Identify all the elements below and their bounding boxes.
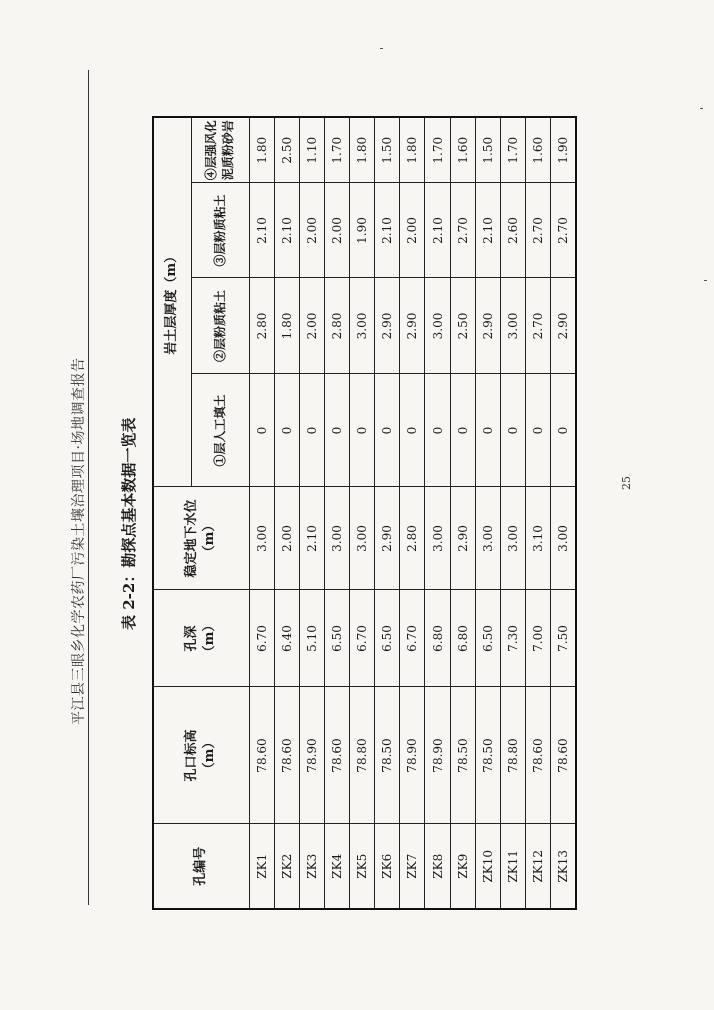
cell-layer1: 0 xyxy=(526,374,551,487)
cell-layer1: 0 xyxy=(299,374,324,487)
cell-layer1: 0 xyxy=(475,374,500,487)
cell-layer1: 0 xyxy=(274,374,299,487)
cell-layer4: 1.50 xyxy=(375,117,400,183)
cell-layer1: 0 xyxy=(425,374,450,487)
cell-hole-id: ZK3 xyxy=(299,824,324,909)
cell-hole-id: ZK8 xyxy=(425,824,450,909)
cell-hole-id: ZK12 xyxy=(526,824,551,909)
header-layer-group: 岩土层厚度（m） xyxy=(153,117,191,487)
cell-layer3: 2.70 xyxy=(526,183,551,278)
cell-layer2: 2.50 xyxy=(450,278,475,374)
cell-elevation: 78.50 xyxy=(475,687,500,824)
header-depth-unit: （m） xyxy=(202,618,218,659)
cell-elevation: 78.60 xyxy=(274,687,299,824)
cell-depth: 7.30 xyxy=(500,590,525,687)
cell-hole-id: ZK13 xyxy=(551,824,576,909)
cell-layer4: 1.60 xyxy=(526,117,551,183)
cell-layer1: 0 xyxy=(375,374,400,487)
borehole-data-table xyxy=(152,116,577,910)
header-layer3: ③层粉质粘土 xyxy=(191,183,249,278)
cell-hole-id: ZK10 xyxy=(475,824,500,909)
cell-elevation: 78.60 xyxy=(551,687,576,824)
cell-layer2: 2.80 xyxy=(249,278,274,374)
cell-layer4: 1.80 xyxy=(350,117,375,183)
page-number: 25 xyxy=(620,476,633,490)
cell-layer1: 0 xyxy=(249,374,274,487)
cell-hole-id: ZK2 xyxy=(274,824,299,909)
cell-layer3: 2.60 xyxy=(500,183,525,278)
table-row xyxy=(350,117,375,909)
cell-depth: 6.70 xyxy=(400,590,425,687)
table-row xyxy=(425,117,450,909)
cell-layer3: 2.10 xyxy=(274,183,299,278)
header-water-level xyxy=(153,487,249,590)
cell-layer2: 2.90 xyxy=(375,278,400,374)
cell-hole-id: ZK1 xyxy=(249,824,274,909)
cell-water-level: 3.00 xyxy=(324,487,349,590)
cell-layer4: 1.80 xyxy=(249,117,274,183)
cell-layer1: 0 xyxy=(324,374,349,487)
cell-elevation: 78.90 xyxy=(299,687,324,824)
header-layer2: ②层粉质粘土 xyxy=(191,278,249,374)
cell-layer1: 0 xyxy=(500,374,525,487)
table-row xyxy=(500,117,525,909)
table-row xyxy=(400,117,425,909)
cell-elevation: 78.50 xyxy=(450,687,475,824)
table-row xyxy=(274,117,299,909)
cell-elevation: 78.60 xyxy=(249,687,274,824)
cell-depth: 6.50 xyxy=(324,590,349,687)
cell-layer3: 2.00 xyxy=(400,183,425,278)
cell-water-level: 2.90 xyxy=(450,487,475,590)
header-water-level-label: 稳定地下水位 xyxy=(184,499,200,578)
cell-water-level: 3.00 xyxy=(475,487,500,590)
table-row xyxy=(551,117,576,909)
cell-layer4: 1.70 xyxy=(500,117,525,183)
cell-layer2: 2.70 xyxy=(526,278,551,374)
header-elevation-label: 孔口标高 xyxy=(184,729,200,782)
cell-hole-id: ZK9 xyxy=(450,824,475,909)
cell-depth: 5.10 xyxy=(299,590,324,687)
cell-depth: 6.70 xyxy=(249,590,274,687)
cell-layer3: 1.90 xyxy=(350,183,375,278)
header-depth-label: 孔深 xyxy=(184,625,200,652)
cell-layer2: 3.00 xyxy=(425,278,450,374)
cell-hole-id: ZK11 xyxy=(500,824,525,909)
cell-layer2: 2.90 xyxy=(400,278,425,374)
cell-layer2: 3.00 xyxy=(500,278,525,374)
table-row xyxy=(450,117,475,909)
cell-layer4: 1.50 xyxy=(475,117,500,183)
cell-hole-id: ZK4 xyxy=(324,824,349,909)
cell-layer4: 1.10 xyxy=(299,117,324,183)
report-header: 平江县三眼乡化学农药厂污染土壤治理项目·场地调查报告 xyxy=(71,357,87,725)
cell-layer3: 2.70 xyxy=(551,183,576,278)
cell-layer1: 0 xyxy=(400,374,425,487)
cell-elevation: 78.80 xyxy=(500,687,525,824)
cell-depth: 6.80 xyxy=(425,590,450,687)
cell-elevation: 78.80 xyxy=(350,687,375,824)
scan-speck xyxy=(700,108,703,109)
header-hole-id: 孔编号 xyxy=(153,824,249,909)
cell-elevation: 78.90 xyxy=(425,687,450,824)
cell-layer1: 0 xyxy=(551,374,576,487)
cell-layer2: 2.80 xyxy=(324,278,349,374)
header-rule xyxy=(88,70,89,905)
cell-depth: 6.50 xyxy=(375,590,400,687)
cell-layer3: 2.10 xyxy=(249,183,274,278)
cell-depth: 6.70 xyxy=(350,590,375,687)
cell-water-level: 3.00 xyxy=(249,487,274,590)
table-row xyxy=(375,117,400,909)
cell-layer3: 2.10 xyxy=(475,183,500,278)
header-water-level-unit: （m） xyxy=(202,518,218,559)
header-depth xyxy=(153,590,249,687)
cell-layer4: 1.90 xyxy=(551,117,576,183)
table-row xyxy=(299,117,324,909)
cell-water-level: 3.00 xyxy=(500,487,525,590)
cell-layer4: 2.50 xyxy=(274,117,299,183)
table-row xyxy=(324,117,349,909)
cell-water-level: 3.00 xyxy=(350,487,375,590)
cell-depth: 6.50 xyxy=(475,590,500,687)
cell-water-level: 2.90 xyxy=(375,487,400,590)
cell-water-level: 3.00 xyxy=(425,487,450,590)
header-elevation-unit: （m） xyxy=(202,735,218,776)
cell-layer3: 2.10 xyxy=(375,183,400,278)
cell-layer4: 1.70 xyxy=(324,117,349,183)
cell-depth: 6.80 xyxy=(450,590,475,687)
cell-hole-id: ZK5 xyxy=(350,824,375,909)
table-row xyxy=(249,117,274,909)
cell-elevation: 78.60 xyxy=(526,687,551,824)
cell-layer4: 1.80 xyxy=(400,117,425,183)
cell-hole-id: ZK7 xyxy=(400,824,425,909)
cell-layer2: 3.00 xyxy=(350,278,375,374)
cell-layer4: 1.70 xyxy=(425,117,450,183)
cell-layer1: 0 xyxy=(450,374,475,487)
cell-layer1: 0 xyxy=(350,374,375,487)
cell-layer2: 2.90 xyxy=(475,278,500,374)
cell-water-level: 2.80 xyxy=(400,487,425,590)
header-layer1: ①层人工填土 xyxy=(191,374,249,487)
table-row xyxy=(526,117,551,909)
header-layer4: ④层强风化泥质粉砂岩 xyxy=(191,117,249,183)
cell-layer3: 2.00 xyxy=(299,183,324,278)
cell-elevation: 78.50 xyxy=(375,687,400,824)
table-row xyxy=(475,117,500,909)
cell-elevation: 78.90 xyxy=(400,687,425,824)
cell-elevation: 78.60 xyxy=(324,687,349,824)
cell-layer2: 1.80 xyxy=(274,278,299,374)
cell-layer4: 1.60 xyxy=(450,117,475,183)
cell-water-level: 3.00 xyxy=(551,487,576,590)
cell-depth: 7.00 xyxy=(526,590,551,687)
cell-water-level: 2.00 xyxy=(274,487,299,590)
header-elevation xyxy=(153,687,249,824)
scan-speck xyxy=(704,280,707,281)
cell-depth: 6.40 xyxy=(274,590,299,687)
cell-hole-id: ZK6 xyxy=(375,824,400,909)
table-body xyxy=(249,117,576,909)
cell-layer2: 2.90 xyxy=(551,278,576,374)
cell-layer3: 2.10 xyxy=(425,183,450,278)
table-title: 表 2-2：勘探点基本数据一览表 xyxy=(120,417,138,630)
cell-water-level: 2.10 xyxy=(299,487,324,590)
cell-depth: 7.50 xyxy=(551,590,576,687)
cell-layer3: 2.70 xyxy=(450,183,475,278)
cell-layer2: 2.00 xyxy=(299,278,324,374)
scan-speck xyxy=(380,48,383,49)
cell-layer3: 2.00 xyxy=(324,183,349,278)
cell-water-level: 3.10 xyxy=(526,487,551,590)
